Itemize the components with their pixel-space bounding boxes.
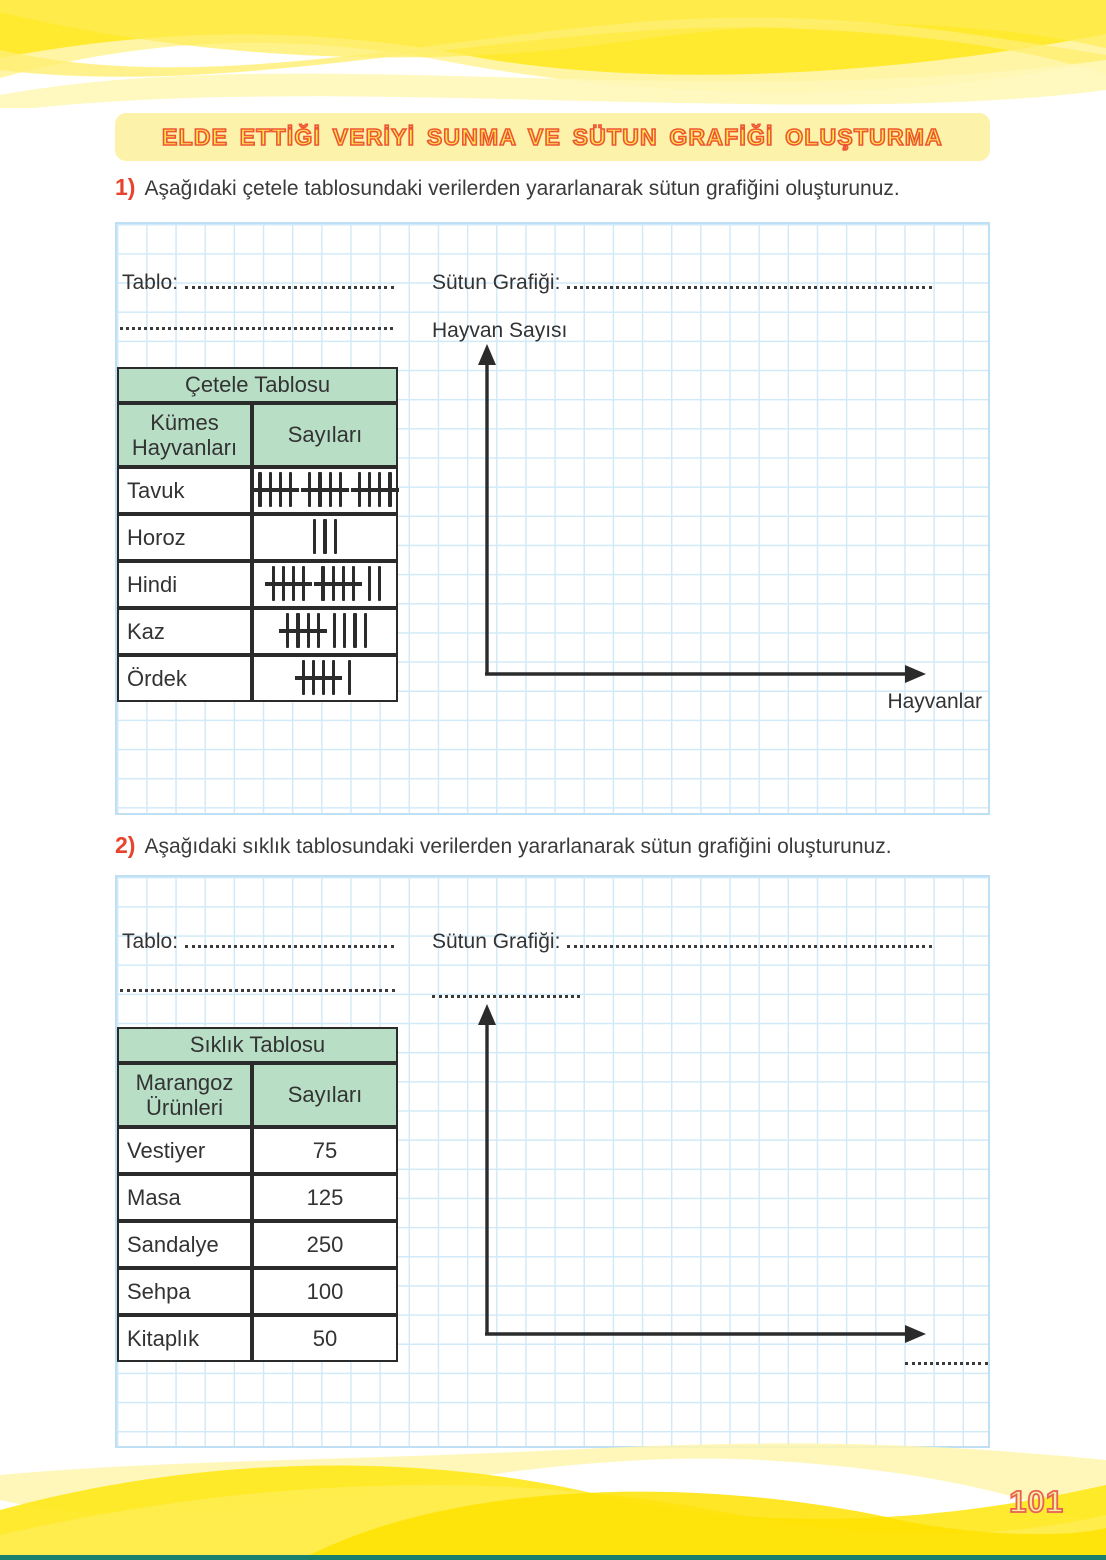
tally-cell bbox=[252, 655, 398, 702]
row-label: Sehpa bbox=[117, 1268, 252, 1315]
row-label: Horoz bbox=[117, 514, 252, 561]
table-row bbox=[117, 655, 398, 702]
table-row bbox=[117, 1127, 398, 1174]
tablo-fill-row-1 bbox=[122, 270, 394, 295]
tally-marks bbox=[255, 516, 395, 557]
fill-in-dots-line-2 bbox=[120, 989, 395, 992]
row-label: Kaz bbox=[117, 608, 252, 655]
row-label: Hindi bbox=[117, 561, 252, 608]
table-row bbox=[117, 561, 398, 608]
table-row bbox=[117, 1221, 398, 1268]
fill-in-dots bbox=[185, 929, 394, 948]
column-header-category: Kümes Hayvanları bbox=[117, 403, 252, 467]
frequency-table bbox=[117, 1027, 398, 1362]
question-1-number: 1) bbox=[115, 174, 136, 200]
table-row bbox=[117, 467, 398, 514]
question-2-prompt: Aşağıdaki sıklık tablosundaki verilerden yararlanarak sütun grafiğini oluşturunuz. bbox=[144, 835, 892, 858]
tally-marks bbox=[255, 563, 395, 604]
tally-cell bbox=[252, 467, 398, 514]
column-header-category: Marangoz Ürünleri bbox=[117, 1063, 252, 1127]
question-2-number: 2) bbox=[115, 832, 136, 858]
x-axis-label-1: Hayvanlar bbox=[887, 690, 982, 713]
table-title: Çetele Tablosu bbox=[117, 367, 398, 403]
table-row bbox=[117, 608, 398, 655]
row-value: 75 bbox=[252, 1127, 398, 1174]
tablo-label-2: Tablo: bbox=[122, 930, 179, 953]
table-row bbox=[117, 1315, 398, 1362]
grid-area-1 bbox=[115, 222, 990, 815]
fill-in-dots bbox=[567, 270, 932, 289]
table-row bbox=[117, 1268, 398, 1315]
table-row bbox=[117, 1174, 398, 1221]
column-header-value: Sayıları bbox=[252, 1063, 398, 1127]
question-1 bbox=[115, 174, 900, 201]
column-header-value: Sayıları bbox=[252, 403, 398, 467]
fill-in-dots bbox=[185, 270, 394, 289]
tally-marks bbox=[255, 469, 395, 510]
top-wave-decoration bbox=[0, 0, 1106, 108]
tally-cell bbox=[252, 561, 398, 608]
row-label: Tavuk bbox=[117, 467, 252, 514]
y-axis-label-1: Hayvan Sayısı bbox=[432, 319, 568, 342]
tally-cell bbox=[252, 514, 398, 561]
bottom-wave-decoration bbox=[0, 1440, 1106, 1560]
tally-marks bbox=[255, 657, 395, 698]
page-title: ELDE ETTİĞİ VERİYİ SUNMA VE SÜTUN GRAFİĞİ OLUŞTURMA bbox=[162, 123, 943, 150]
grafik-fill-row-2 bbox=[432, 929, 932, 954]
table-title: Sıklık Tablosu bbox=[117, 1027, 398, 1063]
tablo-fill-row-2 bbox=[122, 929, 394, 954]
row-label: Vestiyer bbox=[117, 1127, 252, 1174]
table-row bbox=[117, 514, 398, 561]
tablo-label-1: Tablo: bbox=[122, 271, 179, 294]
row-label: Kitaplık bbox=[117, 1315, 252, 1362]
tally-marks bbox=[255, 610, 395, 651]
grid-area-2 bbox=[115, 875, 990, 1448]
row-label: Masa bbox=[117, 1174, 252, 1221]
question-2 bbox=[115, 832, 892, 859]
fill-in-dots-xlabel-2 bbox=[905, 1362, 988, 1365]
row-value: 100 bbox=[252, 1268, 398, 1315]
fill-in-dots-line-1 bbox=[120, 327, 393, 330]
title-banner bbox=[115, 113, 990, 161]
fill-in-dots-ylabel-2 bbox=[432, 995, 580, 998]
row-value: 50 bbox=[252, 1315, 398, 1362]
page-edge-strip bbox=[0, 1555, 1106, 1560]
row-label: Ördek bbox=[117, 655, 252, 702]
grafik-label-2: Sütun Grafiği: bbox=[432, 930, 561, 953]
page-number: 101 bbox=[1009, 1484, 1064, 1519]
grafik-fill-row-1 bbox=[432, 270, 932, 295]
row-value: 125 bbox=[252, 1174, 398, 1221]
question-1-prompt: Aşağıdaki çetele tablosundaki verilerden yararlanarak sütun grafiğini oluşturunuz. bbox=[144, 177, 900, 200]
fill-in-dots bbox=[567, 929, 932, 948]
row-value: 250 bbox=[252, 1221, 398, 1268]
tally-cell bbox=[252, 608, 398, 655]
row-label: Sandalye bbox=[117, 1221, 252, 1268]
tally-table bbox=[117, 367, 398, 702]
grafik-label-1: Sütun Grafiği: bbox=[432, 271, 561, 294]
